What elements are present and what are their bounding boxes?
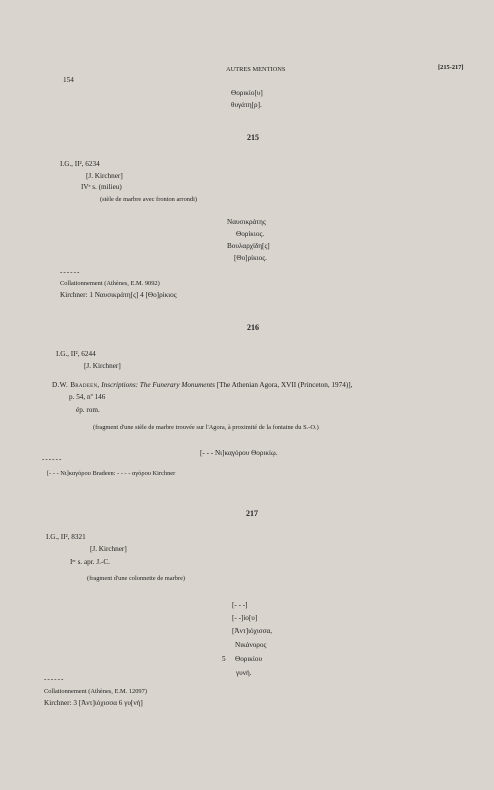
date: IVᵉ s. (milieu) — [81, 183, 122, 191]
editor: [J. Kirchner] — [90, 545, 127, 553]
greek-line: Θορίκιος. — [236, 230, 265, 238]
biblio-author: D.W. Bradeen, — [52, 381, 100, 389]
running-title: AUTRES MENTIONS — [226, 66, 286, 73]
editor: [J. Kirchner] — [86, 172, 123, 180]
bibliography — [52, 381, 352, 389]
separator: ------ — [44, 675, 65, 683]
separator: ------ — [42, 455, 63, 463]
greek-line: [- - - Νι]κα̣γόρου Θορικίῳ. — [200, 449, 278, 457]
ig-reference: I.G., II², 6244 — [56, 350, 96, 358]
ig-reference: I.G., II², 6234 — [60, 160, 100, 168]
greek-line: Βουλαρχίδη[ς] — [227, 242, 270, 250]
entry-number: 217 — [246, 509, 258, 518]
greek-line: Νικάνορος — [235, 641, 267, 649]
greek-line: Ναυσικράτης — [227, 218, 266, 226]
editor: [J. Kirchner] — [84, 362, 121, 370]
readings: Kirchner: 1 Ναυσικράτη[ς] 4 [Θο]ρίκιος — [60, 291, 177, 299]
entry-number: 216 — [247, 323, 259, 332]
ig-reference: I.G., II², 8321 — [46, 533, 86, 541]
date: ép. rom. — [76, 406, 100, 414]
date: Iᵉʳ s. apr. J.-C. — [70, 558, 110, 566]
readings: Kirchner: 3 [Ἀντ]ιόχισσα 6 γυ[νή] — [44, 699, 143, 707]
greek-line: [- - -] — [232, 601, 248, 609]
collation: Collationnement (Athènes, E.M. 12097) — [44, 688, 147, 695]
greek-line: [Θο]ρίκιος. — [234, 254, 267, 262]
greek-line: [Ἀντ]ιόχισσα, — [232, 627, 273, 635]
collation: Collationnement (Athènes, E.M. 9092) — [60, 280, 160, 287]
biblio-rest: [The Athenian Agora, XVII (Princeton, 1974)], — [216, 381, 353, 389]
description: (stèle de marbre avec fronton arrondi) — [100, 196, 198, 203]
greek-line: Θορικίου — [235, 655, 263, 663]
separator: ------ — [60, 268, 81, 276]
page-number: 154 — [63, 76, 74, 84]
greek-line: γυνή. — [236, 669, 252, 677]
entry-range: [215-217] — [438, 64, 464, 71]
line-number: 5 — [222, 655, 226, 663]
greek-line: [- -]ίο[υ] — [232, 614, 258, 622]
description: (fragment d'une stèle de marbre trouvée sur l'Agora, à proximité de la fontaine du S.-O.) — [93, 424, 319, 431]
greek-line: Θορικίο[υ] — [231, 89, 263, 97]
readings: [- - - Νι]καγόρου Bradeen: - - - - αγόρου Kirchner — [47, 470, 176, 477]
biblio-title: Inscriptions: The Funerary Monuments — [101, 381, 215, 389]
entry-number: 215 — [247, 133, 259, 142]
biblio-page: p. 54, nº 146 — [69, 393, 106, 401]
greek-line: θυγάτη[ρ]. — [231, 101, 262, 109]
description: (fragment d'une colonnette de marbre) — [87, 575, 186, 582]
